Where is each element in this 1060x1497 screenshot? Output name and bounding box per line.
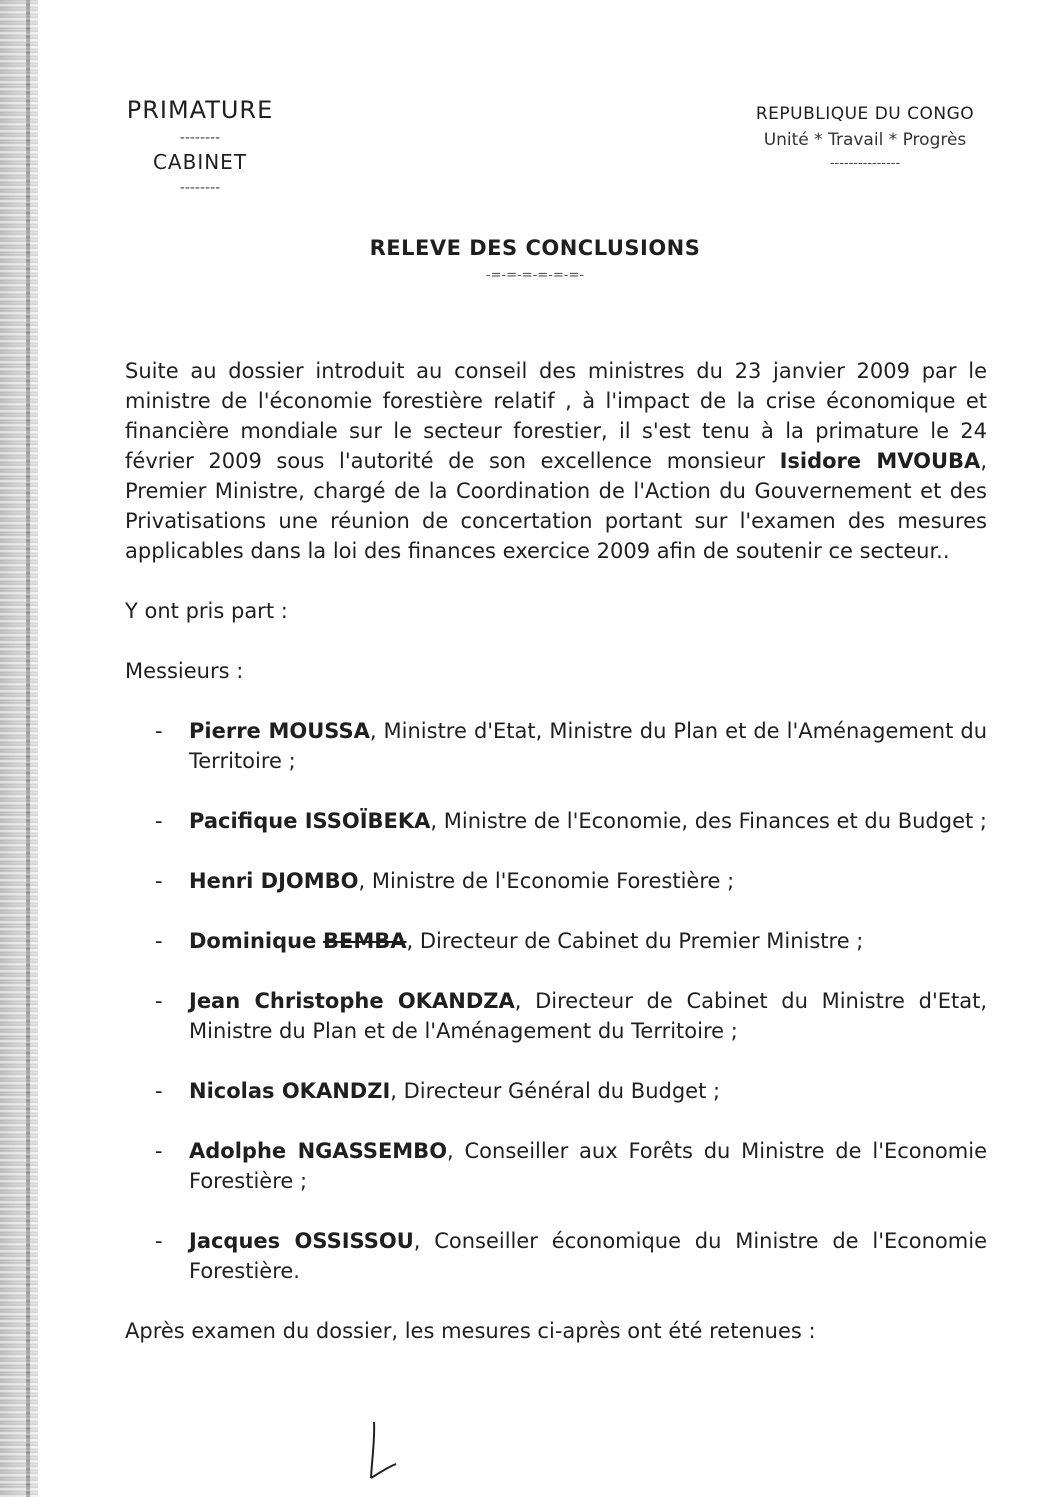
participant-name: Pierre MOUSSA: [189, 719, 370, 743]
participant-role: , Conseiller aux Forêts du Ministre de l'Economie Forestière ;: [189, 1139, 987, 1193]
list-item: [125, 986, 987, 1046]
header-separator: --------: [179, 180, 221, 196]
intro-text-part1: Suite au dossier introduit au conseil des ministres du 23 janvier 2009 par le ministre de l'économie forestière relatif , à l'impact de la crise économique et financière mondiale sur le secteur forestier, il s'est tenu à la primature le 24 février 2009 sous l'autorité de son excellence monsieur: [125, 359, 987, 473]
participant-name: Adolphe NGASSEMBO: [189, 1139, 448, 1163]
list-item: [125, 1226, 987, 1286]
header-separator: --------: [179, 130, 221, 146]
salutation: Messieurs :: [125, 659, 244, 683]
list-item: [125, 866, 987, 896]
title-decoration: -=-=-=-=-=-=-: [485, 268, 585, 283]
participant-role: , Conseiller économique du Ministre de l'Economie Forestière.: [189, 1229, 987, 1283]
participant-name: Pacifique ISSOÏBEKA: [189, 809, 431, 833]
list-dash: -: [155, 1229, 163, 1253]
list-dash: -: [155, 1079, 163, 1103]
participant-name: Dominique: [189, 929, 317, 953]
cabinet-label: CABINET: [152, 150, 248, 174]
list-dash: -: [155, 929, 163, 953]
participant-name-struck: BEMBA: [323, 929, 407, 953]
header-left: [110, 96, 290, 196]
list-dash: -: [155, 1139, 163, 1163]
list-item: [125, 1136, 987, 1196]
participant-role: , Ministre de l'Economie Forestière ;: [358, 869, 735, 893]
handwritten-mark: [360, 1420, 400, 1480]
participant-name: Nicolas OKANDZI: [189, 1079, 391, 1103]
republic-name: REPUBLIQUE DU CONGO: [755, 104, 975, 124]
header-right: [720, 104, 1010, 171]
header-separator: ---------------: [829, 156, 901, 171]
list-dash: -: [155, 809, 163, 833]
national-motto: Unité * Travail * Progrès: [763, 130, 967, 150]
document-title-block: [260, 236, 810, 283]
participant-name: Jacques OSSISSOU: [189, 1229, 414, 1253]
list-item: [125, 716, 987, 776]
list-item: [125, 926, 987, 956]
list-dash: -: [155, 989, 163, 1013]
participant-role: , Directeur de Cabinet du Ministre d'Etat, Ministre du Plan et de l'Aménagement du Territoire ;: [189, 989, 987, 1043]
participant-role: , Directeur Général du Budget ;: [390, 1079, 721, 1103]
scan-edge-line: [26, 0, 30, 1497]
participant-role: , Ministre de l'Economie, des Finances et du Budget ;: [430, 809, 987, 833]
participant-name: Jean Christophe OKANDZA: [189, 989, 515, 1013]
intro-text-part2: , Premier Ministre, chargé de la Coordination de l'Action du Gouvernement et des Privatisations une réunion de concertation portant sur l'examen des mesures applicables dans la loi des finances exercice 2009 afin de soutenir ce secteur..: [125, 449, 987, 563]
closing-sentence: Après examen du dossier, les mesures ci-après ont été retenues :: [125, 1319, 816, 1343]
participants-label: Y ont pris part :: [125, 599, 288, 623]
document-title: RELEVE DES CONCLUSIONS: [369, 236, 701, 260]
chair-name: Isidore MVOUBA: [779, 449, 981, 473]
list-item: [125, 806, 987, 836]
intro-paragraph: [125, 356, 987, 566]
participants-list: [125, 716, 987, 1286]
scan-edge: [0, 0, 38, 1497]
list-dash: -: [155, 869, 163, 893]
participant-role: , Directeur de Cabinet du Premier Ministre ;: [406, 929, 864, 953]
participant-role: , Ministre d'Etat, Ministre du Plan et de l'Aménagement du Territoire ;: [189, 719, 987, 773]
document-body: [125, 356, 987, 1346]
participant-name: Henri DJOMBO: [189, 869, 359, 893]
list-dash: -: [155, 719, 163, 743]
list-item: [125, 1076, 987, 1106]
organization-name: PRIMATURE: [126, 96, 274, 124]
